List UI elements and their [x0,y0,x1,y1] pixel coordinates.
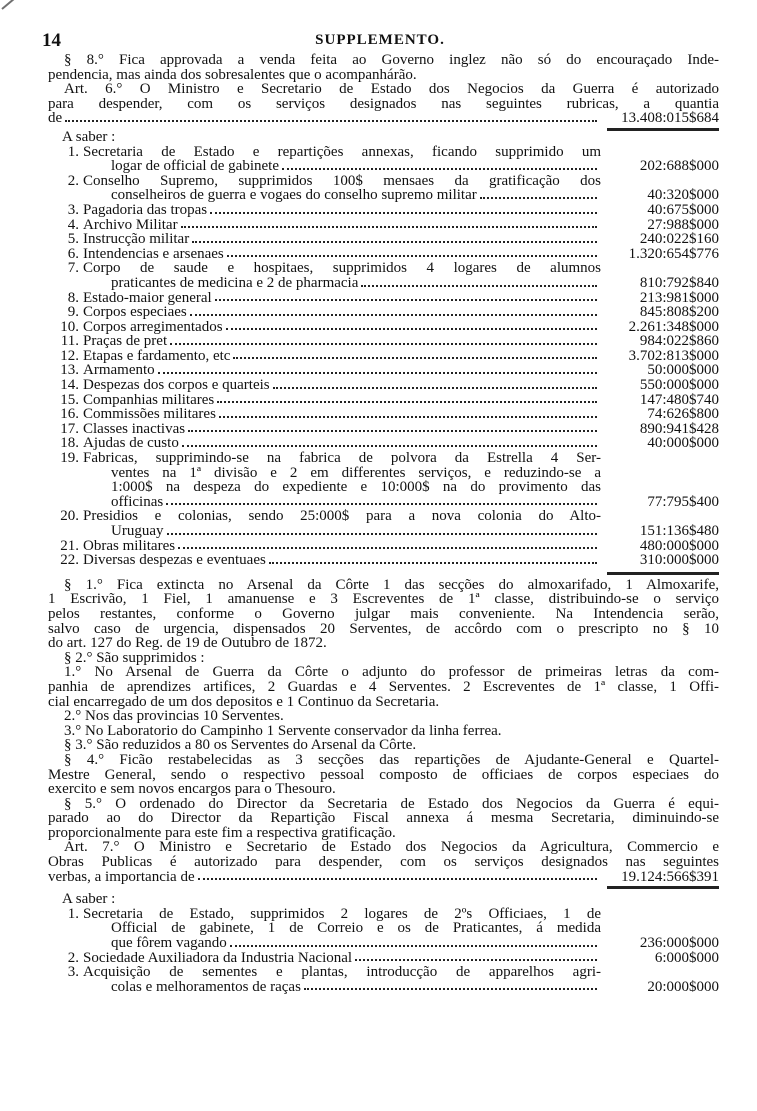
budget-item [48,451,719,509]
amount: 213:981$000 [639,289,719,306]
line-text: Instrucção militar [83,231,190,248]
text-line: § 5.° O ordenado do Director da Secretaria de Estado dos Negocios da Guerra é equi- [64,796,719,812]
item-number: 2. [67,949,79,966]
line-text: Pagadoria das tropas [83,201,208,218]
dot-leader [65,120,597,122]
dot-leader [181,226,597,228]
budget-item [48,334,719,349]
item-amount-line [83,218,719,233]
item-amount-line [83,334,719,349]
amount-column [601,145,719,160]
item-number: 9. [67,304,79,321]
text-line: Obras Publicas é autorizado para despender, com os serviços designados nas seguintes [48,855,719,870]
amount: 77:795$400 [647,493,719,510]
dot-leader [190,314,597,316]
item-body [83,218,719,233]
line-text: Secretaria de Estado, supprimidos 2 logares de 2ºs Officiaes, 1 de [83,906,601,922]
paragraph [48,753,719,797]
page-title: SUPPLEMENTO. [315,32,445,48]
item-body [83,334,719,349]
item-amount-line [83,363,719,378]
page-header [42,30,718,50]
item-amount-line [83,349,719,364]
item-body [83,907,719,951]
dot-leader [217,401,597,403]
line-text: Commissões militares [83,406,216,423]
amount: 74:626$800 [647,406,719,423]
item-body [83,436,719,451]
dot-leader [355,959,597,961]
text-line: Art. 7.° O Ministro e Secretario de Estado dos Negocios da Agricultura, Commercio e [64,840,719,856]
dot-leader [198,878,597,880]
amount: 1.320:654$776 [628,245,719,262]
amount: 984:022$860 [639,333,719,350]
budget-item [48,247,719,262]
text-line [83,261,719,276]
amount: 810:792$840 [639,274,719,291]
line-text: Secretaria de Estado e repartições annexas, ficando supprimido um [83,144,601,160]
item-amount-line [83,495,719,510]
line-text: Corpo de saude e hospitaes, supprimidos 4 logares de alumnos [83,261,601,276]
item-body [83,407,719,422]
line-text: verbas, a importancia de [48,868,195,885]
budget-item [48,218,719,233]
item-number: 11. [60,333,79,350]
amount: 147:480$740 [639,391,719,408]
budget-item [48,203,719,218]
item-number: 10. [60,318,79,335]
budget-item [48,261,719,290]
text-line: § 2.° São supprimidos : [64,649,205,666]
item-body [83,451,719,509]
dot-leader [230,945,597,947]
dot-leader [166,503,597,505]
item-body [83,232,719,247]
paragraph [48,797,719,841]
text-line: proporcionalmente para este fim a respectiva gratificação. [48,824,396,841]
item-body [83,378,719,393]
text-line: panhia de aprendizes artifices, 2 Guardas e 4 Serventes. 2 Escreventes de 1ª classe, 1 Offi- [48,679,719,695]
dot-leader [273,387,597,389]
amount: 50:000$000 [647,362,719,379]
text-line: § 3.° São reduzidos a 80 os Serventes do Arsenal da Côrte. [64,737,417,754]
item-amount-line [83,539,719,554]
paragraph [48,651,719,666]
text-line: § 8.° Fica approvada a venda feita ao Governo inglez não só do encouraçado Inde- [64,53,719,68]
item-number: 2. [67,172,79,189]
item-number: 22. [60,552,79,569]
text-line [83,145,719,160]
item-number: 3. [67,964,79,981]
amount: 13.408:015$684 [601,111,719,126]
total-line [48,870,719,885]
amount: 2.261:348$000 [628,318,719,335]
amount: 236:000$000 [639,935,719,952]
amount: 6:000$000 [654,949,719,966]
item-number: 21. [60,537,79,554]
section-label: A saber : [62,891,116,908]
amount: 310:000$000 [639,552,719,569]
amount-column [601,965,719,980]
amount: 27:988$000 [647,216,719,233]
appropriation-article [48,82,719,126]
line-text: de [48,110,63,127]
item-number: 4. [67,216,79,233]
amount: 3.702:813$000 [628,347,719,364]
text-line: pelos restantes, conforme o Governo julgar mais conveniente. Na Intendencia serão, [48,606,719,622]
paragraph [48,724,719,739]
budget-item [48,951,719,966]
dot-leader [269,562,597,564]
budget-item [48,509,719,538]
line-text: Conselho Supremo, supprimidos 100$ mensaes da gratificação dos [83,173,601,189]
item-number: 14. [60,377,79,394]
amount-column [601,466,719,481]
line-text: Sociedade Auxiliadora da Industria Nacional [83,949,353,966]
item-amount-line [83,393,719,408]
page-number: 14 [42,30,61,51]
item-body [83,539,719,554]
item-amount-line [83,305,719,320]
amount-column [601,907,719,922]
text-line: parado ao do Director da Repartição Fiscal annexa á mesma Secretaria, diminuindo-se [48,811,719,826]
item-body [83,965,719,994]
item-number: 1. [67,143,79,160]
item-amount-line [83,232,719,247]
line-text: ventes na 1ª divisão e 2 em differentes serviços, e reduzindo-se a [111,465,601,481]
item-amount-line [83,436,719,451]
budget-item [48,965,719,994]
item-number: 7. [67,260,79,277]
text-line: Mestre General, sendo o respectivo pessoal composto de officiaes de corpos especiaes do [48,767,719,783]
text-line: Art. 6.° O Ministro e Secretario de Estado dos Negocios da Guerra é autorizado [64,82,719,97]
paragraph [48,709,719,724]
budget-item [48,291,719,306]
dot-leader [361,285,597,287]
text-line [83,907,719,922]
budget-item [48,363,719,378]
line-text: Corpos especiaes [83,304,187,321]
text-line: 2.° Nos das provincias 10 Serventes. [64,708,284,725]
amount: 40:000$000 [647,435,719,452]
section-label: A saber : [62,128,116,145]
line-text: Ajudas de custo [83,435,179,452]
sum-rule [48,568,719,578]
item-amount-line [83,980,719,995]
budget-item [48,232,719,247]
amount: 40:320$000 [647,187,719,204]
item-number: 16. [60,406,79,423]
budget-item [48,422,719,437]
budget-item [48,907,719,951]
line-text: Etapas e fardamento, etc [83,347,231,364]
amount: 480:000$000 [639,537,719,554]
scan-pen-mark [1,0,33,10]
item-amount-line [83,553,719,568]
line-text: Archivo Militar [83,216,178,233]
item-body [83,145,719,174]
item-amount-line [83,247,719,262]
line-text: Armamento [83,362,155,379]
item-number: 15. [60,391,79,408]
item-number: 3. [67,201,79,218]
line-text: Classes inactivas [83,420,186,437]
amount-column [601,451,719,466]
budget-item [48,553,719,568]
item-body [83,422,719,437]
line-text: praticantes de medicina e 2 de pharmacia [111,274,359,291]
line-text: que fôrem vagando [111,935,227,952]
item-number: 19. [60,450,79,467]
item-number: 17. [60,420,79,437]
budget-item [48,305,719,320]
line-text: logar de official de gabinete [111,158,279,175]
line-text: Fabricas, supprimindo-se na fabrica de polvora da Estrella 4 Ser- [83,451,601,466]
line-text: Acquisição de sementes e plantas, introducção de apparelhos agri- [83,965,601,980]
item-amount-line [83,407,719,422]
dot-leader [158,372,597,374]
paragraph [48,738,719,753]
line-text: Companhias militares [83,391,215,408]
item-body [83,393,719,408]
amount: 550:000$000 [639,377,719,394]
text-line: para despender, com os serviços designados nas seguintes rubricas, a quantia [48,96,719,112]
line-text: 1:000$ na despeza do expediente e 10:000$ na do provimento das [111,480,601,495]
amount: 845:808$200 [639,304,719,321]
line-text: Corpos arregimentados [83,318,223,335]
appropriation-article [48,840,719,884]
dot-leader [182,445,597,447]
budget-item [48,174,719,203]
dot-leader [192,241,597,243]
amount: 19.124:566$391 [601,870,719,885]
budget-item [48,407,719,422]
text-line: 3.° No Laboratorio do Campinho 1 Servente conservador da linha ferrea. [64,722,502,739]
text-line: salvo caso de urgencia, dispensados 20 Serventes, de accôrdo com o prescripto no § 10 [48,621,719,637]
budget-item [48,320,719,335]
item-body [83,203,719,218]
document-body [48,53,719,994]
item-body [83,291,719,306]
line-text: conselheiros de guerra e vogaes do conselho supremo militar [111,187,477,204]
amount: 890:941$428 [639,420,719,437]
amount: 240:022$160 [639,231,719,248]
paragraph [48,665,719,709]
line-text: Praças de pret [83,333,168,350]
text-line [83,466,719,481]
line-text: Presidios e colonias, sendo 25:000$ para a nova colonia do Alto- [83,509,601,524]
item-body [83,363,719,378]
text-line [83,965,719,980]
item-amount-line [83,276,719,291]
text-line: exercito e sem novos encargos para o Thesouro. [48,781,336,798]
dot-leader [227,255,597,257]
amount-column [601,261,719,276]
amount: 151:136$480 [639,523,719,539]
item-body [83,261,719,290]
line-text: Obras militares [83,537,176,554]
dot-leader [188,430,597,432]
item-number: 1. [67,905,79,922]
dot-leader [233,357,597,359]
dot-leader [210,212,597,214]
line-text: colas e melhoramentos de raças [111,978,301,995]
text-line: 1.° No Arsenal de Guerra da Côrte o adjunto do professor de primeiras letras da com- [64,665,719,680]
paragraph [48,53,719,82]
item-body [83,320,719,335]
item-amount-line [83,936,719,951]
item-number: 5. [67,231,79,248]
budget-item [48,436,719,451]
text-line [83,174,719,189]
text-line [83,921,719,936]
line-text: officinas [111,493,164,510]
dot-leader [170,343,597,345]
text-line: pendencia, mas ainda dos sobresalentes que o acompanhárão. [48,66,417,83]
item-number: 6. [67,245,79,262]
dot-leader [304,988,597,990]
amount-column [601,480,719,495]
item-body [83,174,719,203]
text-line [83,509,719,524]
line-text: Diversas despezas e eventuaes [83,552,266,569]
item-body [83,509,719,538]
budget-item [48,378,719,393]
item-number: 20. [60,508,79,525]
amount-column [601,174,719,189]
item-number: 13. [60,362,79,379]
text-line [83,480,719,495]
item-amount-line [83,422,719,437]
text-line: cial encarregado de um dos depositos e 1 Continuo da Secretaria. [48,693,440,710]
total-line [48,111,719,126]
amount-column [601,509,719,524]
item-body [83,951,719,966]
text-line: do art. 127 do Reg. de 19 de Outubro de 1872. [48,635,327,652]
amount: 40:675$000 [647,201,719,218]
dot-leader [226,328,597,330]
line-text: Despezas dos corpos e quarteis [83,377,270,394]
item-amount-line [83,524,719,539]
amount: 20:000$000 [647,978,719,995]
dot-leader [219,416,597,418]
dot-leader [282,168,597,170]
budget-item [48,349,719,364]
text-line: 1 Escrivão, 1 Fiel, 1 amanuense e 3 Escreventes de 1ª classe, distribuindo-se o serviço [48,592,719,607]
text-line [83,451,719,466]
item-number: 12. [60,347,79,364]
amount: 202:688$000 [639,158,719,175]
dot-leader [215,299,597,301]
line-text: Uruguay [111,523,164,539]
item-amount-line [83,188,719,203]
dot-leader [480,197,597,199]
item-number: 18. [60,435,79,452]
item-amount-line [83,159,719,174]
item-body [83,305,719,320]
item-amount-line [83,291,719,306]
item-amount-line [83,320,719,335]
line-text: Official de gabinete, 1 de Correio e os de Praticantes, á medida [111,921,601,937]
item-amount-line [83,203,719,218]
budget-item [48,539,719,554]
line-text: Estado-maior general [83,289,212,306]
dot-leader [167,533,598,535]
item-body [83,247,719,262]
item-number: 8. [67,289,79,306]
dot-leader [178,547,597,549]
budget-item [48,145,719,174]
line-text: Intendencias e arsenaes [83,245,224,262]
amount-column [601,921,719,936]
budget-item [48,393,719,408]
paragraph [48,578,719,651]
item-body [83,553,719,568]
item-amount-line [83,951,719,966]
text-line: § 4.° Ficão restabelecidas as 3 secções das repartições de Ajudante-General e Quartel- [64,752,719,768]
item-amount-line [83,378,719,393]
text-line: § 1.° Fica extincta no Arsenal da Côrte 1 das secções do almoxarifado, 1 Almoxarife, [64,577,719,593]
item-body [83,349,719,364]
